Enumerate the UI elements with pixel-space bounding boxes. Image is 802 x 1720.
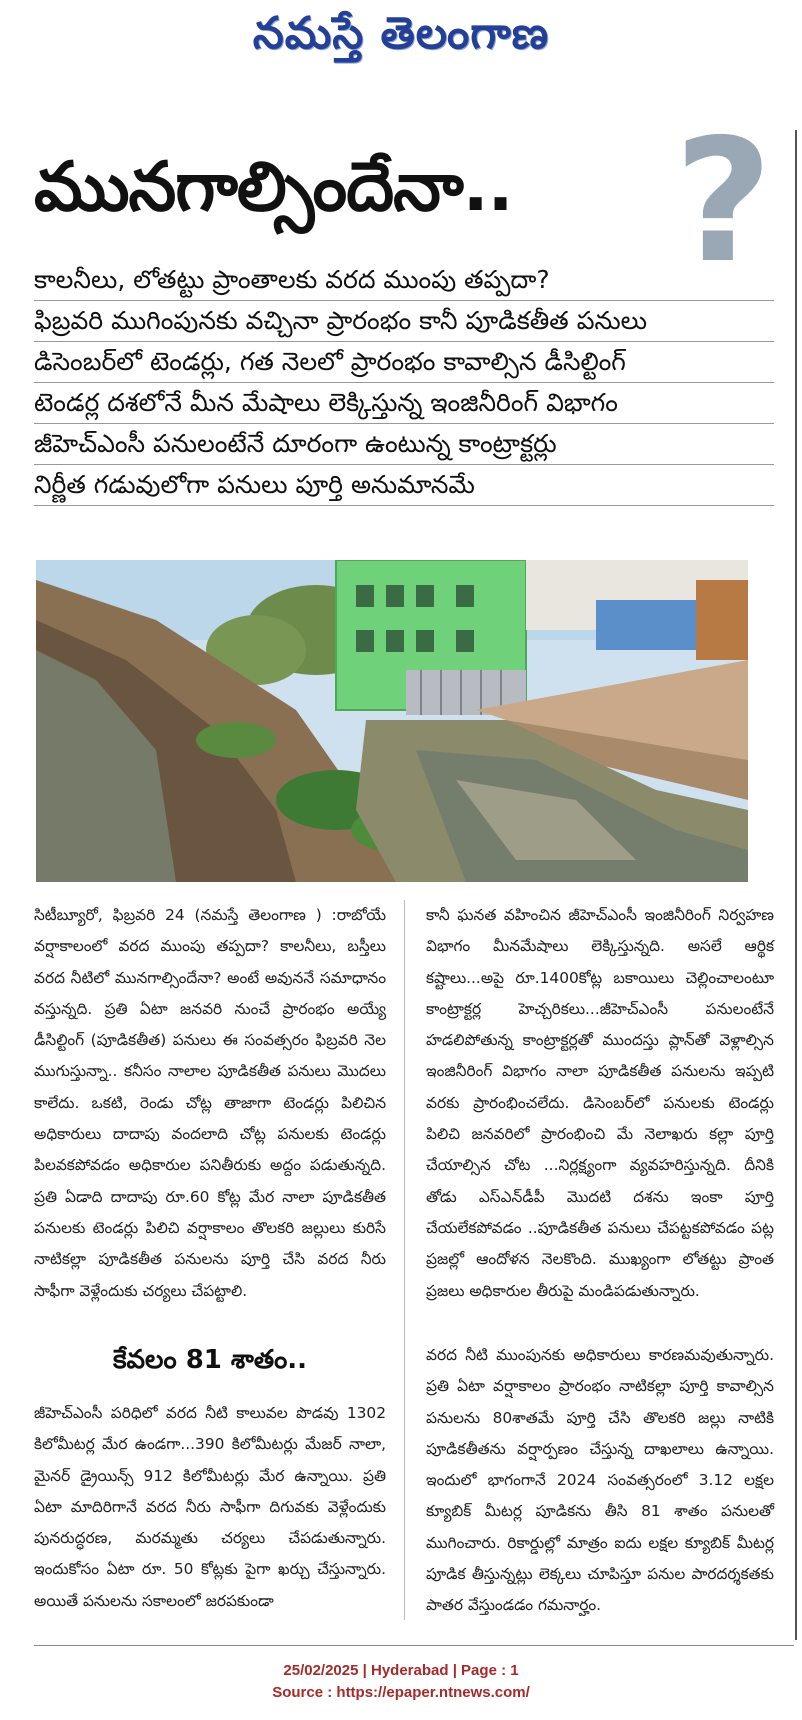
masthead-logo: నమస్తే తెలంగాణ	[252, 8, 550, 59]
article-column-right-lower	[426, 1340, 774, 1630]
subhead-line: డిసెంబర్‌లో టెండర్లు, గత నెలలో ప్రారంభం కావాల్సిన డీసిల్టింగ్	[34, 344, 774, 383]
paragraph: కానీ ఘనత వహించిన జీహెచ్‌ఎంసీ ఇంజినీరింగ్ నిర్వహణ విభాగం మీనమేషాలు లెక్కిస్తున్నది. అసలే ఆర్థిక కష్టాలు...అపై రూ.1400కోట్ల బకాయిలు చెల్లించాలంటూ కాంట్రాక్టర్ల హెచ్చరికలు...జీహెచ్‌ఎంసీ పనులంటేనే హడలిపోతున్న కాంట్రాక్టర్లతో ముందస్తు ప్లాన్‌తో వెళ్లాల్సిన ఇంజినీరింగ్ విభాగం నాలా పూడికతీత పనులను ఇప్పటి వరకు ప్రారంభించలేదు. డిసెంబర్‌లో పనులకు టెండర్లు పిలిచి జనవరిలో ప్రారంభించి మే నెలాఖరు కల్లా పూర్తి చేయాల్సిన చోట ...నిర్లక్ష్యంగా వ్యవహరిస్తున్నది. దీనికి తోడు ఎస్‌ఎన్‌డీపీ మొదటి దశను ఇంకా పూర్తి చేయలేకపోవడం ..పూడికతీత పనులు చేపట్టకపోవడం పట్ల ప్రజల్లో ఆందోళన నెలకొంది. ముఖ్యంగా లోతట్టు ప్రాంత ప్రజలు అధికారుల తీరుపై మండిపడుతున్నారు.	[426, 906, 774, 1300]
article-column-right	[426, 900, 774, 1320]
subhead-line: ఫిబ్రవరి ముగింపునకు వచ్చినా ప్రారంభం కానీ పూడికతీత పనులు	[34, 303, 774, 342]
footer	[0, 1660, 802, 1704]
article-column-left-lower	[34, 1398, 386, 1628]
question-mark-graphic: ?	[674, 103, 773, 301]
section-subtitle: కేవలం 81 శాతం..	[112, 1345, 308, 1375]
paragraph: వరద నీటి ముంపునకు అధికారులు కారణమవుతున్నారు. ప్రతి ఏటా వర్షాకాలం ప్రారంభం నాటికల్లా పూర్తి కావాల్సిన పనులను 80శాతమే పూర్తి చేసి తొలకరి జల్లు నాటికి పూడికతీతను వర్షార్పణం చేస్తున్న దాఖలాలు ఉన్నాయి. ఇందులో భాగంగానే 2024 సంవత్సరంలో 3.12 లక్షల క్యూబిక్ మీటర్ల పూడికను తీసి 81 శాతం పనులతో ముగించారు. రికార్డుల్లో మాత్రం ఐదు లక్షల క్యూబిక్ మీటర్ల పూడిక తీస్తున్నట్లు లెక్కలు చూపిస్తూ పనుల పారదర్శకతకు పాతర వేస్తుండడం గమనార్హం.	[426, 1346, 774, 1615]
footer-rule	[34, 1645, 794, 1646]
subheadings	[34, 262, 774, 508]
subhead-line: జీహెచ్‌ఎంసీ పనులంటేనే దూరంగా ఉంటున్న కాంట్రాక్టర్లు	[34, 426, 774, 465]
subhead-line: నిర్ణీత గడువులోగా పనులు పూర్తి అనుమానమే	[34, 467, 774, 506]
article-column-left	[34, 900, 386, 1310]
subhead-line: కాలనీలు, లోతట్టు ప్రాంతాలకు వరద ముంపు తప్పదా?	[34, 262, 774, 301]
column-separator	[404, 900, 405, 1620]
canal-photo	[36, 560, 748, 882]
headline: మునగాల్సిందేనా..	[34, 148, 513, 227]
paragraph: సిటీబ్యూరో, ఫిబ్రవరి 24 (నమస్తే తెలంగాణ ) :రాబోయే వర్షాకాలంలో వరద ముంపు తప్పదా? కాలనీలు, బస్తీలు వరద నీటిలో మునగాల్సిందేనా? అంటే అవుననే సమాధానం వస్తున్నది. ప్రతి ఏటా జనవరి నుంచే ప్రారంభం అయ్యే డీసిల్టింగ్ (పూడికతీత) పనులు ఈ సంవత్సరం ఫిబ్రవరి నెల ముగుస్తున్నా.. కనీసం నాలాల పూడికతీత పనులు మొదలు కాలేదు. ఒకటి, రెండు చోట్ల తాజాగా టెండర్లు పిలిచిన అధికారులు దాదాపు వందలాది చోట్ల పనులకు టెండర్లు పిలవకపోవడం అధికారుల పనితీరుకు అద్దం పడుతున్నది. ప్రతి ఏడాది దాదాపు రూ.60 కోట్ల మేర నాలా పూడికతీత పనులకు టెండర్లు పిలిచి వర్షాకాలం తొలకరి జల్లులు కురిసే నాటికల్లా పూడికతీత పనులను పూర్తి చేసి వరద నీరు సాఫీగా వెళ్లేందుకు చర్యలు చేపట్టాలి.	[34, 906, 386, 1300]
subhead-line: టెండర్ల దశలోనే మీన మేషాలు లెక్కిస్తున్న ఇంజినీరింగ్ విభాగం	[34, 385, 774, 424]
paragraph: జీహెచ్‌ఎంసీ పరిధిలో వరద నీటి కాలువల పొడవు 1302 కిలోమీటర్ల మేర ఉండగా...390 కిలోమీటర్లు మేజర్ నాలా, మైనర్ డ్రైయిన్స్ 912 కిలోమీటర్లు మేర ఉన్నాయి. ప్రతి ఏటా మాదిరిగానే వరద నీరు సాఫీగా దిగువకు వెళ్లేందుకు పునరుద్ధరణ, మరమ్మతు చర్యలు చేపడుతున్నారు. ఇందుకోసం ఏటా రూ. 50 కోట్లకు పైగా ఖర్చు చేస్తున్నారు. అయితే పనులను సకాలంలో జరపకుండా	[34, 1404, 386, 1610]
footer-source-link[interactable]: Source : https://epaper.ntnews.com/	[272, 1684, 530, 1701]
footer-date-line: 25/02/2025 | Hyderabad | Page : 1	[283, 1662, 519, 1679]
right-border-rule	[795, 130, 797, 1640]
